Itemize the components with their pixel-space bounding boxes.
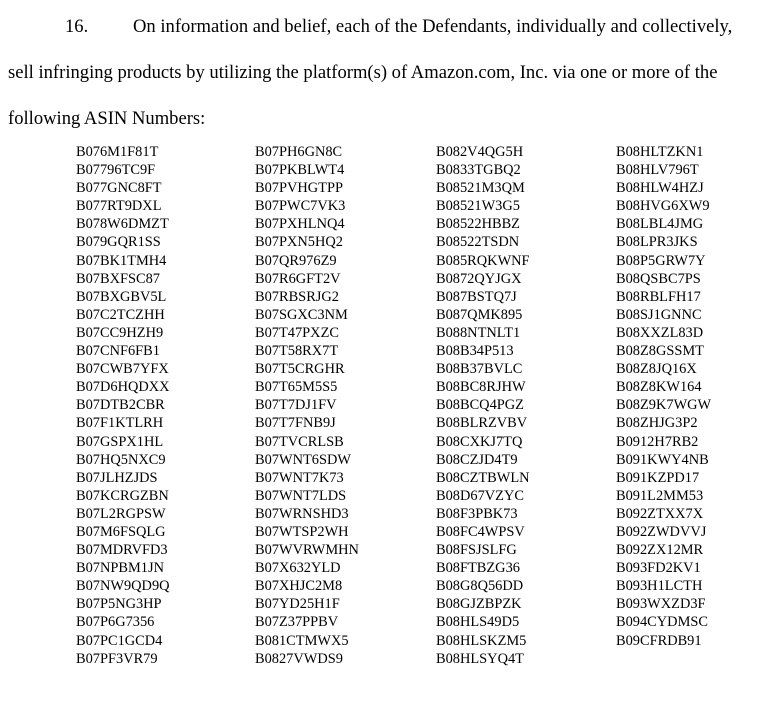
asin-number: B07R6GFT2V (255, 270, 341, 287)
asin-column-4 (616, 143, 711, 650)
asin-number: B08FC4WPSV (436, 523, 525, 540)
asin-number: B08Z8KW164 (616, 379, 702, 396)
asin-number: B08Z8GSSMT (616, 343, 704, 360)
asin-number: B07MDRVFD3 (76, 542, 168, 559)
asin-number: B082V4QG5H (436, 144, 524, 160)
asin-number: B07WNT6SDW (255, 451, 351, 468)
asin-number: B07T7DJ1FV (255, 397, 337, 414)
asin-number: B07Z37PPBV (255, 614, 339, 631)
asin-number: B07C2TCZHH (76, 306, 165, 323)
asin-number: B07SGXC3NM (255, 306, 348, 323)
asin-number: B08522HBBZ (436, 216, 520, 233)
asin-number: B07T65M5S5 (255, 379, 338, 396)
asin-number: B07JLHZJDS (76, 469, 158, 486)
asin-number: B093FD2KV1 (616, 560, 701, 577)
asin-number: B07PVHGTPP (255, 180, 343, 197)
asin-number: B08521M3QM (436, 180, 525, 197)
asin-number: B07KCRGZBN (76, 487, 169, 504)
asin-column-1 (76, 143, 170, 668)
asin-number: B08CXKJ7TQ (436, 433, 523, 450)
asin-number: B07P6G7356 (76, 614, 155, 631)
asin-number: B07F1KTLRH (76, 415, 164, 432)
asin-number: B07BXFSC87 (76, 270, 160, 287)
asin-number: B07CNF6FB1 (76, 343, 160, 360)
asin-number: B081CTMWX5 (255, 632, 349, 649)
asin-number: B091L2MM53 (616, 487, 704, 504)
asin-number: B08QSBC7PS (616, 270, 701, 287)
asin-number: B092ZTXX7X (616, 505, 704, 522)
asin-number: B085RQKWNF (436, 252, 530, 269)
asin-number: B094CYDMSC (616, 614, 708, 631)
asin-number: B07PF3VR79 (76, 650, 158, 667)
asin-number: B08Z9K7WGW (616, 397, 712, 414)
asin-number: B08HLV796T (616, 162, 699, 179)
asin-number: B08SJ1GNNC (616, 306, 702, 323)
asin-number: B08D67VZYC (436, 487, 524, 504)
asin-number: B077RT9DXL (76, 198, 162, 215)
asin-number: B09CFRDB91 (616, 632, 702, 649)
asin-number: B08GJZBPZK (436, 596, 522, 613)
asin-number: B07T47PXZC (255, 324, 339, 341)
asin-number: B08CZTBWLN (436, 469, 530, 486)
paragraph-line-2: sell infringing products by utilizing the platform(s) of Amazon.com, Inc. via one or more of the (8, 62, 718, 83)
asin-number: B0872QYJGX (436, 270, 522, 287)
asin-number: B08B34P513 (436, 343, 514, 360)
asin-number: B07BXGBV5L (76, 288, 167, 305)
asin-number: B07M6FSQLG (76, 523, 166, 540)
asin-number: B0912H7RB2 (616, 433, 699, 450)
asin-number: B091KZPD17 (616, 469, 700, 486)
asin-number: B07PC1GCD4 (76, 632, 163, 649)
paragraph-line-3: following ASIN Numbers: (8, 108, 206, 129)
asin-number: B08BLRZVBV (436, 415, 528, 432)
asin-number: B07PH6GN8C (255, 144, 343, 160)
asin-number: B07X632YLD (255, 560, 341, 577)
asin-number: B07HQ5NXC9 (76, 451, 166, 468)
asin-number: B08HLW4HZJ (616, 180, 704, 197)
asin-number: B08FTBZG36 (436, 560, 520, 577)
asin-number: B077GNC8FT (76, 180, 162, 197)
asin-number: B07T58RX7T (255, 343, 339, 360)
paragraph-16 (8, 4, 778, 142)
asin-number: B07PXN5HQ2 (255, 234, 343, 251)
asin-number: B091KWY4NB (616, 451, 709, 468)
asin-number: B092ZX12MR (616, 542, 704, 559)
asin-number: B087BSTQ7J (436, 288, 517, 305)
asin-number: B07GSPX1HL (76, 433, 164, 450)
asin-number: B08RBLFH17 (616, 288, 701, 305)
asin-number: B07WNT7LDS (255, 487, 347, 504)
asin-number: B0833TGBQ2 (436, 162, 521, 179)
asin-number: B07QR976Z9 (255, 252, 337, 269)
asin-number: B08HLSKZM5 (436, 632, 527, 649)
asin-number: B08CZJD4T9 (436, 451, 518, 468)
asin-column-3 (436, 143, 530, 668)
asin-number: B087QMK895 (436, 306, 523, 323)
paragraph-number: 16. (65, 16, 89, 37)
asin-number: B07P5NG3HP (76, 596, 162, 613)
asin-number: B08HVG6XW9 (616, 198, 710, 215)
asin-number: B08FSJSLFG (436, 542, 517, 559)
asin-number: B07T5CRGHR (255, 361, 345, 378)
asin-number: B07PXHLNQ4 (255, 216, 345, 233)
asin-number: B092ZWDVVJ (616, 523, 707, 540)
asin-number: B07WRNSHD3 (255, 505, 349, 522)
asin-list (0, 143, 780, 703)
asin-number: B07PWC7VK3 (255, 198, 346, 215)
asin-number: B07PKBLWT4 (255, 162, 345, 179)
asin-number: B0827VWDS9 (255, 650, 343, 667)
asin-number: B08HLS49D5 (436, 614, 520, 631)
asin-number: B08B37BVLC (436, 361, 523, 378)
asin-number: B08522TSDN (436, 234, 520, 251)
asin-number: B078W6DMZT (76, 216, 169, 233)
asin-number: B07CC9HZH9 (76, 324, 164, 341)
asin-number: B079GQR1SS (76, 234, 161, 251)
asin-number: B07796TC9F (76, 162, 156, 179)
asin-number: B07D6HQDXX (76, 379, 170, 396)
asin-number: B07YD25H1F (255, 596, 340, 613)
asin-number: B08G8Q56DD (436, 578, 524, 595)
asin-number: B07NW9QD9Q (76, 578, 170, 595)
asin-number: B07TVCRLSB (255, 433, 344, 450)
asin-number: B07XHJC2M8 (255, 578, 343, 595)
asin-number: B07WNT7K73 (255, 469, 344, 486)
asin-number: B08HLSYQ4T (436, 650, 524, 667)
asin-column-2 (255, 143, 359, 668)
paragraph-line-1-text: On information and belief, each of the Defendants, individually and collectively, (133, 16, 733, 37)
asin-number: B07DTB2CBR (76, 397, 165, 414)
asin-number: B07CWB7YFX (76, 361, 169, 378)
asin-number: B08BC8RJHW (436, 379, 526, 396)
asin-number: B07WTSP2WH (255, 523, 349, 540)
asin-number: B07RBSRJG2 (255, 288, 339, 305)
asin-number: B08XXZL83D (616, 324, 704, 341)
asin-number: B08HLTZKN1 (616, 144, 704, 160)
asin-number: B07NPBM1JN (76, 560, 164, 577)
asin-number: B07WVRWMHN (255, 542, 359, 559)
asin-number: B08LPR3JKS (616, 234, 698, 251)
asin-number: B07L2RGPSW (76, 505, 166, 522)
asin-number: B08521W3G5 (436, 198, 520, 215)
asin-number: B07BK1TMH4 (76, 252, 167, 269)
asin-number: B088NTNLT1 (436, 324, 521, 341)
asin-number: B08P5GRW7Y (616, 252, 706, 269)
asin-number: B093WXZD3F (616, 596, 706, 613)
asin-number: B093H1LCTH (616, 578, 703, 595)
asin-number: B07T7FNB9J (255, 415, 336, 432)
asin-number: B076M1F81T (76, 144, 159, 160)
asin-number: B08ZHJG3P2 (616, 415, 698, 432)
asin-number: B08BCQ4PGZ (436, 397, 524, 414)
asin-number: B08LBL4JMG (616, 216, 704, 233)
asin-number: B08Z8JQ16X (616, 361, 697, 378)
asin-number: B08F3PBK73 (436, 505, 518, 522)
paragraph-line-1 (8, 4, 778, 50)
